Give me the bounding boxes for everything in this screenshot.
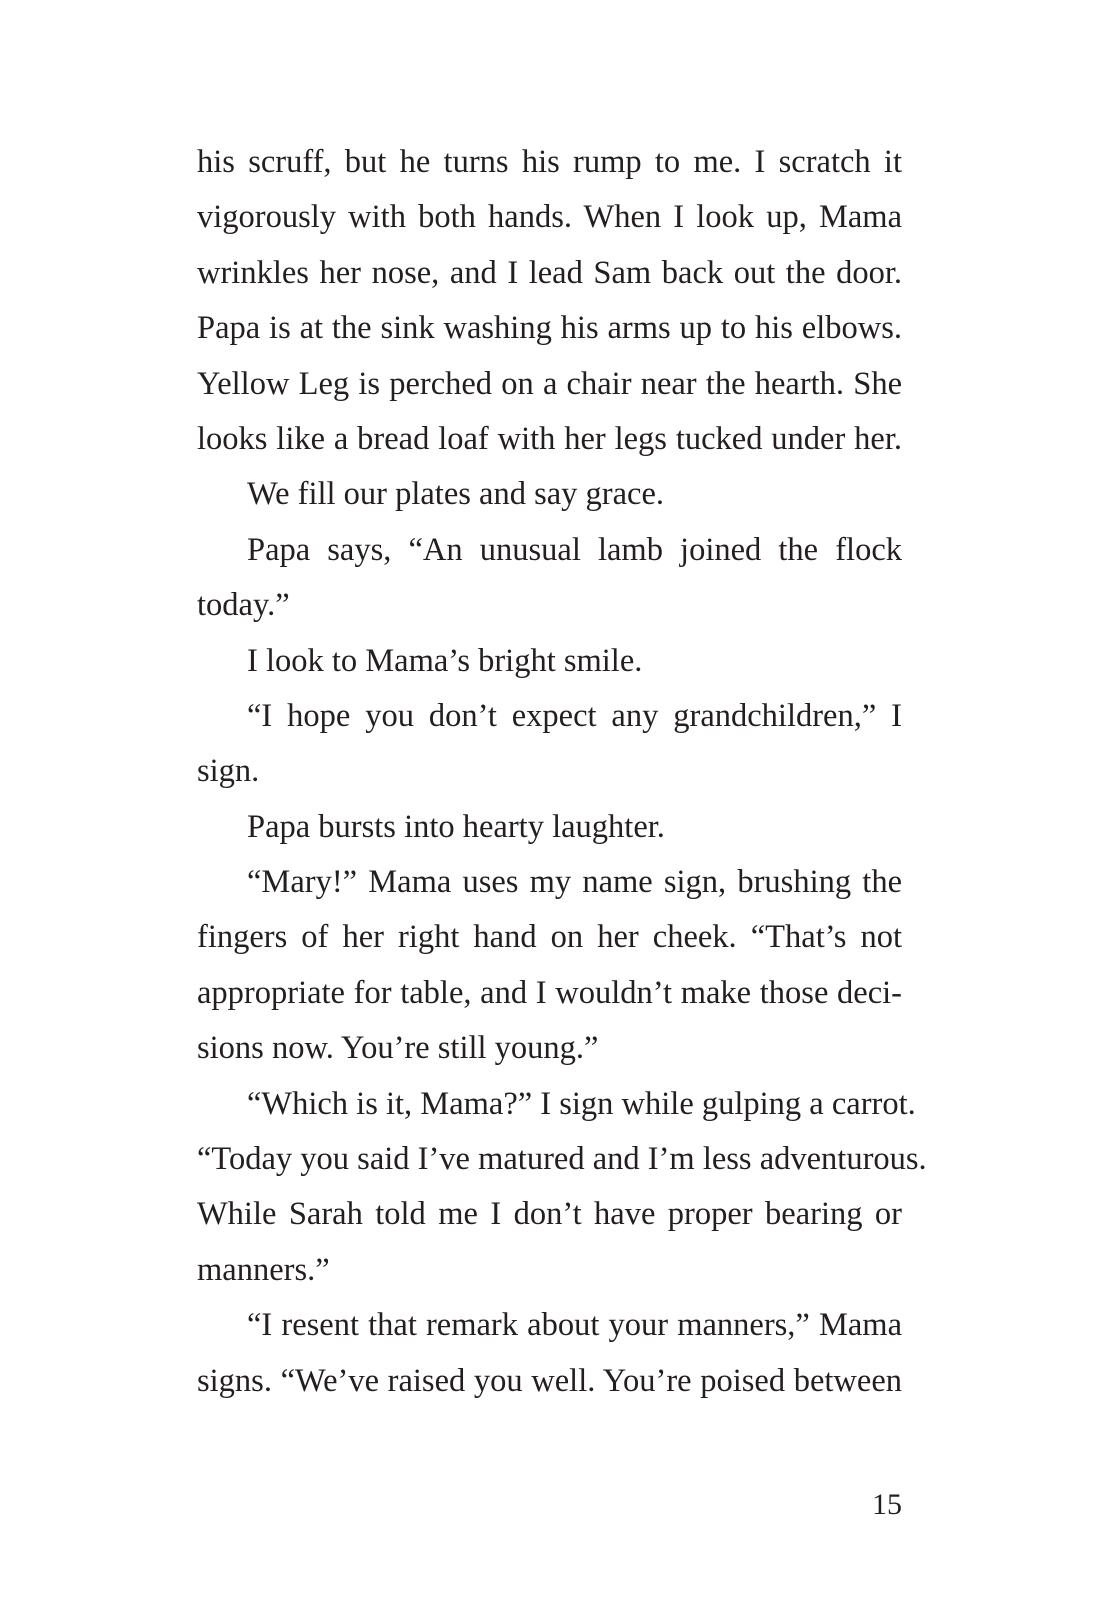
text-line: fingers of her right hand on her cheek. “That’s not bbox=[197, 919, 902, 956]
text-line: “Which is it, Mama?” I sign while gulping a carrot. bbox=[247, 1085, 916, 1122]
text-line: Yellow Leg is perched on a chair near the hearth. She bbox=[197, 365, 902, 402]
text-line: his scruff, but he turns his rump to me. I scratch it bbox=[197, 144, 902, 180]
text-line: Papa says, “An unusual lamb joined the flock bbox=[247, 531, 902, 568]
text-line: sign. bbox=[197, 753, 260, 790]
page-number: 15 bbox=[872, 1488, 902, 1521]
text-line: looks like a bread loaf with her legs tucked under her. bbox=[197, 420, 902, 457]
body-text bbox=[197, 135, 927, 1409]
text-line: Papa bursts into hearty laughter. bbox=[247, 808, 665, 845]
text-line: manners.” bbox=[197, 1251, 330, 1288]
text-line: vigorously with both hands. When I look up, Mama bbox=[197, 199, 902, 236]
text-line: “Mary!” Mama uses my name sign, brushing the bbox=[247, 864, 902, 901]
text-line: I look to Mama’s bright smile. bbox=[247, 642, 643, 679]
text-line: “I resent that remark about your manners,” Mama bbox=[247, 1307, 902, 1344]
text-line: “Today you said I’ve matured and I’m less adventurous. bbox=[197, 1141, 927, 1178]
text-line: appropriate for table, and I wouldn’t make those deci- bbox=[197, 974, 902, 1011]
text-line: sions now. You’re still young.” bbox=[197, 1030, 599, 1067]
text-line: While Sarah told me I don’t have proper bearing or bbox=[197, 1196, 902, 1233]
text-line: “I hope you don’t expect any grandchildren,” I bbox=[247, 697, 902, 734]
text-line: We fill our plates and say grace. bbox=[247, 476, 665, 513]
text-line: wrinkles her nose, and I lead Sam back out the door. bbox=[197, 254, 902, 291]
text-line: Papa is at the sink washing his arms up to his elbows. bbox=[197, 310, 902, 347]
text-line: signs. “We’ve raised you well. You’re poised between bbox=[197, 1362, 902, 1399]
text-line: today.” bbox=[197, 587, 290, 624]
